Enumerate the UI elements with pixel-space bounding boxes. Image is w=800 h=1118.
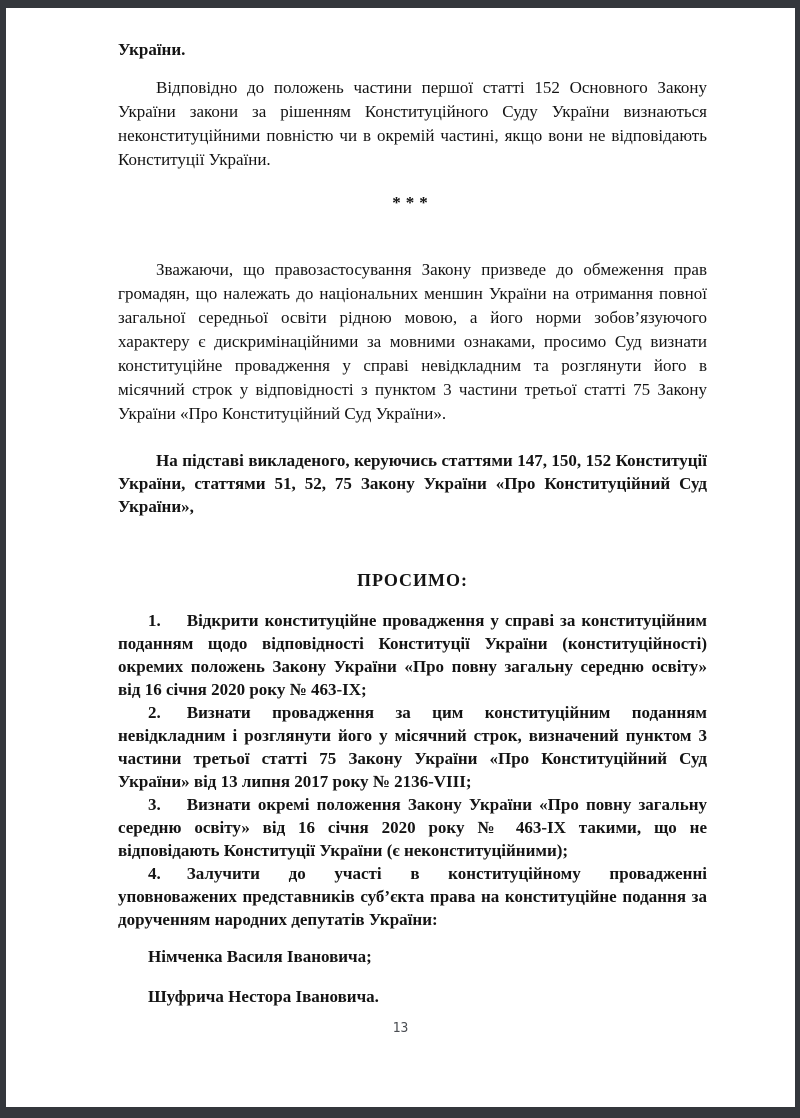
petition-item-3 xyxy=(118,793,707,862)
paragraph-urgency-request: Зважаючи, що правозастосування Закону призведе до обмеження прав громадян, що належать до національних меншин України на отримання повної загальної середньої освіти рідною мовою, а його норми зобов’язуючого характеру є дискримінаційними за мовними ознаками, просимо Суд визнати конституційне провадження у справі невідкладним та розглянути його в місячний строк у відповідності з пунктом 3 частини третьої статті 75 Закону України «Про Конституційний Суд України». xyxy=(118,260,707,423)
page-number: 13 xyxy=(392,1021,409,1036)
paragraph-legal-basis: На підставі викладеного, керуючись статтями 147, 150, 152 Конституції України, статтями 51, 52, 75 Закону України «Про Конституційний Суд України», xyxy=(118,451,707,516)
representative-name-2: Шуфрича Нестора Івановича. xyxy=(148,987,379,1006)
paragraph-continuation-fragment: України. xyxy=(118,40,186,59)
representative-name-1: Німченка Василя Івановича; xyxy=(148,947,372,966)
petition-item-1-number: 1. xyxy=(148,611,161,630)
petition-item-1 xyxy=(118,609,707,701)
petition-item-4-number: 4. xyxy=(148,864,161,883)
paragraph-article-152: Відповідно до положень частини першої статті 152 Основного Закону України закони за рішенням Конституційного Суду України визнаються неконституційними повністю чи в окремій частині, якщо вони не відповідають Конституції України. xyxy=(118,78,707,169)
petition-item-3-text: Визнати окремі положення Закону України «Про повну загальну середню освіту» від 16 січня 2020 року № 463-IX такими, що не відповідають Конституції України (є неконституційними); xyxy=(118,795,707,860)
petition-item-1-text: Відкрити конституційне провадження у справі за конституційним поданням щодо відповідності Конституції України (конституційності) окремих положень Закону України «Про повну загальну середню освіту» від 16 січня 2020 року № 463-IX; xyxy=(118,611,707,699)
petition-item-3-number: 3. xyxy=(148,795,161,814)
petition-item-2-text: Визнати провадження за цим конституційним поданням невідкладним і розглянути його у місячний строк, визначений пунктом 3 частини третьої статті 75 Закону України «Про Конституційний Суд України» від 13 липня 2017 року № 2136-VIII; xyxy=(118,703,707,791)
heading-prosymo: ПРОСИМО: xyxy=(356,570,469,590)
petition-item-2 xyxy=(118,701,707,793)
section-separator-stars: *** xyxy=(392,193,433,212)
petition-item-2-number: 2. xyxy=(148,703,161,722)
petition-item-4-text: Залучити до участі в конституційному провадженні уповноважених представників суб’єкта права на конституційне подання за дорученням народних депутатів України: xyxy=(118,864,707,929)
petition-item-4 xyxy=(118,862,707,931)
document-text-block xyxy=(6,8,795,1008)
